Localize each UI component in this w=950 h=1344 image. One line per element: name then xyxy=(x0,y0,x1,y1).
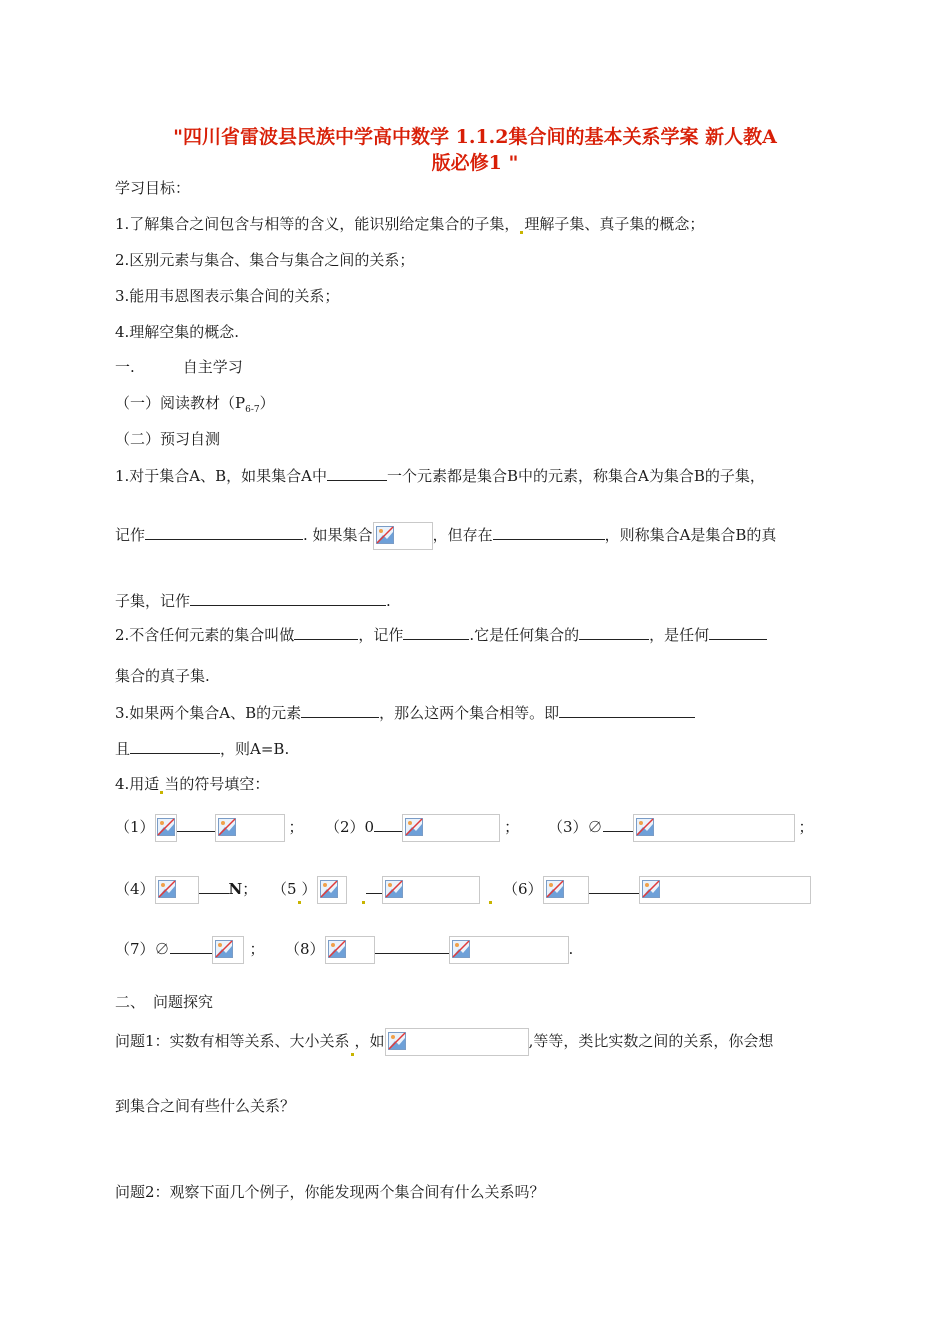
q2-line-1: 2.不含任何元素的集合叫做 ，记作 .它是任何集合的 ，是任何 xyxy=(115,624,767,645)
formula-image xyxy=(543,876,589,904)
fill-blank[interactable] xyxy=(579,624,649,640)
fill-blank[interactable] xyxy=(493,524,605,540)
pretest-line: （二）预习自测 xyxy=(115,430,221,448)
objective-1: 1.了解集合之间包含与相等的含义，能识别给定集合的子集， 理解子集、真子集的概念； xyxy=(115,215,705,233)
fill-blank[interactable] xyxy=(130,738,220,754)
fill-blank[interactable] xyxy=(559,702,695,718)
fill-blank[interactable] xyxy=(374,816,402,832)
title-line-1: "四川省雷波县民族中学高中数学 1.1.2集合间的基本关系学案 新人教A xyxy=(173,126,777,148)
q4-item-2: （2）0 ； xyxy=(325,814,519,842)
section2-heading: 二、 问题探究 xyxy=(115,993,214,1011)
formula-image xyxy=(639,876,811,904)
document-title xyxy=(100,124,850,176)
broken-image-icon xyxy=(376,526,394,544)
formula-image xyxy=(373,522,433,550)
q1-line-2: 记作 . 如果集合 ，但存在 ，则称集合A是集合B的真 xyxy=(115,522,776,550)
fill-blank[interactable] xyxy=(294,624,358,640)
formula-image xyxy=(155,814,177,842)
problem-2: 问题2：观察下面几个例子，你能发现两个集合间有什么关系吗？ xyxy=(115,1183,545,1201)
q4-row-3: （7）∅ ； xyxy=(115,936,265,964)
formula-image xyxy=(633,814,795,842)
stray-dot xyxy=(160,791,163,794)
formula-image xyxy=(382,876,480,904)
stray-dot xyxy=(362,901,365,904)
q1-line-3: 子集，记作 . xyxy=(115,592,391,610)
broken-image-icon xyxy=(642,880,660,898)
fill-blank[interactable] xyxy=(375,938,449,954)
broken-image-icon xyxy=(385,880,403,898)
fill-blank[interactable] xyxy=(403,624,469,640)
broken-image-icon xyxy=(157,818,175,836)
broken-image-icon xyxy=(215,940,233,958)
formula-image xyxy=(155,876,199,904)
broken-image-icon xyxy=(388,1032,406,1050)
fill-blank[interactable] xyxy=(603,816,633,832)
q4-item-3: （3）∅ ； xyxy=(548,814,814,842)
q4-row-2: （4） N； xyxy=(115,876,257,904)
formula-image xyxy=(317,876,347,904)
stray-dot xyxy=(489,901,492,904)
broken-image-icon xyxy=(405,818,423,836)
objectives-heading: 学习目标： xyxy=(115,179,191,197)
stray-dot xyxy=(351,1053,354,1056)
formula-image xyxy=(449,936,569,964)
reading-line: （一）阅读教材$(P_{6-7})$ xyxy=(115,394,275,415)
broken-image-icon xyxy=(328,940,346,958)
broken-image-icon xyxy=(546,880,564,898)
formula-image xyxy=(325,936,375,964)
fill-blank[interactable] xyxy=(177,816,215,832)
fill-blank[interactable] xyxy=(301,702,379,718)
section1-heading: 一. 自主学习 xyxy=(115,358,243,376)
title-line-2: 版必修1 " xyxy=(431,152,519,174)
fill-blank[interactable] xyxy=(709,624,767,640)
stray-dot xyxy=(298,901,301,904)
objective-2: 2.区别元素与集合、集合与集合之间的关系； xyxy=(115,251,415,269)
broken-image-icon xyxy=(320,880,338,898)
q4-item-5: （5 ） xyxy=(272,876,493,904)
broken-image-icon xyxy=(158,880,176,898)
problem-1-line-2: 到集合之间有些什么关系？ xyxy=(115,1097,296,1115)
fill-blank[interactable] xyxy=(190,590,386,606)
formula-image xyxy=(385,1028,529,1056)
fill-blank[interactable] xyxy=(366,878,382,894)
q1-line-1: 1.对于集合A、B，如果集合A中 一个元素都是集合B中的元素，称集合A为集合B的子集， xyxy=(115,467,765,485)
broken-image-icon xyxy=(452,940,470,958)
fill-blank[interactable] xyxy=(589,878,639,894)
q3-line-1: 3.如果两个集合A、B的元素 ，那么这两个集合相等。即 xyxy=(115,702,695,723)
problem-1-line-1: 问题1：实数有相等关系、大小关系 ，如 ,等等，类比实数之间的关系，你会想 xyxy=(115,1028,773,1056)
q4-item-6: （6） xyxy=(503,876,811,904)
q3-line-2: 且 ，则A=B. xyxy=(115,740,290,758)
objective-4: 4.理解空集的概念. xyxy=(115,323,240,341)
q4-title: 4.用适 当的符号填空： xyxy=(115,775,270,793)
fill-blank[interactable] xyxy=(170,938,212,954)
objective-3: 3.能用韦恩图表示集合间的关系； xyxy=(115,287,340,305)
q2-line-2: 集合的真子集. xyxy=(115,667,210,685)
broken-image-icon xyxy=(218,818,236,836)
fill-blank[interactable] xyxy=(145,524,303,540)
formula-image xyxy=(402,814,500,842)
q4-row-1: （1） ； xyxy=(115,814,304,842)
broken-image-icon xyxy=(636,818,654,836)
fill-blank[interactable] xyxy=(199,878,229,894)
formula-image xyxy=(212,936,244,964)
fill-blank[interactable] xyxy=(327,465,387,481)
q4-item-8: （8） . xyxy=(285,936,573,964)
formula-image xyxy=(215,814,285,842)
stray-dot xyxy=(520,231,523,234)
